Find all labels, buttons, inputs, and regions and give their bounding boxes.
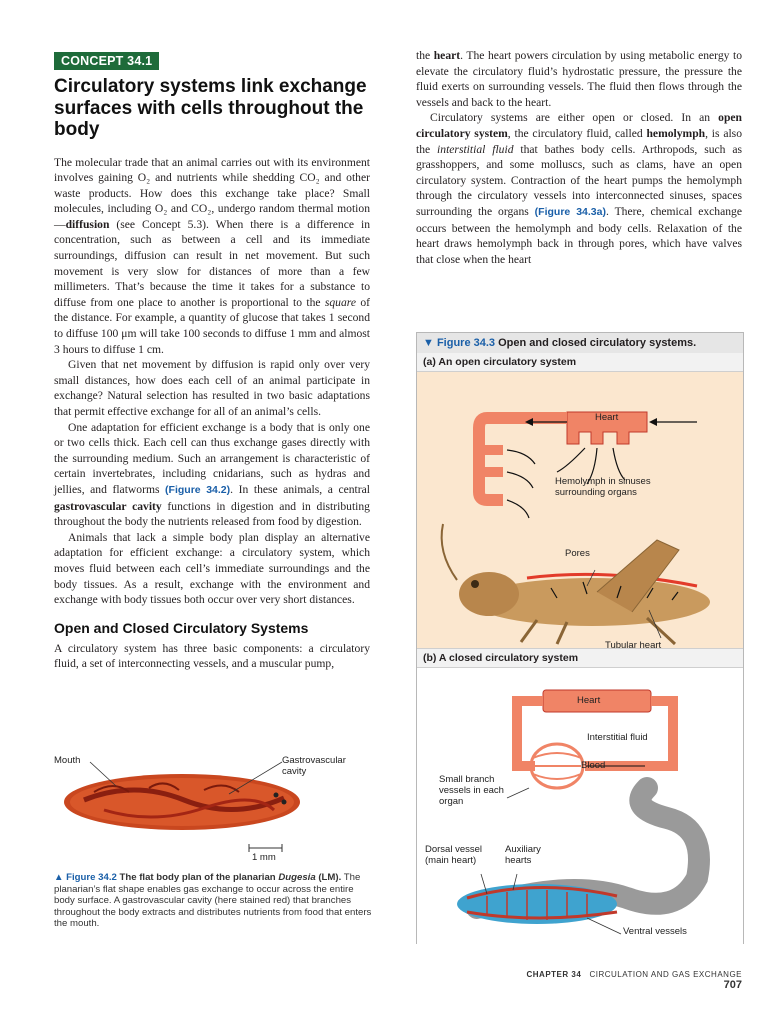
paragraph-r2: Circulatory systems are either open or closed. In an open circulatory system, the circulatory fluid, called hemolymph, is also the interstitial fluid that bathes body cells. Arthropods, such as grasshoppers, and some molluscs, such as clams, have an open circulatory system. Contraction of the heart pumps the hemolymph through the circulatory vessels into interconnected sinuses, spaces surrounding the organs (Figure 34.3a). There, chemical exchange occurs between the hemolymph and body cells. Relaxation of the heart draws hemolymph back in through pores, which have valves that close when the heart: [416, 111, 742, 266]
planarian-image: [54, 750, 372, 870]
label-ventral-vessels: Ventral vessels: [623, 926, 687, 937]
label-heart-b: Heart: [577, 695, 601, 706]
footer-chapter: CHAPTER 34: [526, 970, 582, 979]
label-gastrovascular-cavity: Gastrovascular cavity: [282, 755, 346, 777]
label-interstitial-fluid: Interstitial fluid: [587, 732, 648, 743]
label-tubular-heart: Tubular heart: [605, 640, 662, 651]
label-hemolymph: Hemolymph in sinuses surrounding organs: [555, 476, 651, 498]
panel-b: [417, 668, 743, 952]
label-pores: Pores: [565, 548, 590, 559]
concept-badge: CONCEPT 34.1: [54, 52, 159, 70]
open-system-diagram: [417, 372, 741, 648]
label-mouth: Mouth: [54, 755, 81, 766]
figure-34-2-link[interactable]: (Figure 34.2): [165, 483, 231, 496]
label-small-branch-vessels: Small branch vessels in each organ: [439, 774, 504, 807]
page-footer: [500, 970, 742, 991]
label-blood: Blood: [581, 760, 606, 771]
paragraph-r1: the heart. The heart powers circulation by using metabolic energy to elevate the circulatory fluid’s hydrostatic pressure, the pressure the fluid exerts on surrounding vessels. The fluid then flows through the vessels and back to the heart.: [416, 49, 742, 109]
paragraph-3: One adaptation for efficient exchange is a body that is only one or two cells thick. Each cell can thus exchange gases directly with the surrounding medium. Such an arrangement is characteristic of certain invertebrates, including cnidarians, such as hydras and jellies, and flatworms (Figure 34.2). In these animals, a central gastrovascular cavity functions in digestion and in distributing throughout the body the nutrients released from food by digestion.: [54, 420, 371, 529]
body-text-right: [416, 48, 742, 267]
section-heading: Open and Closed Circulatory Systems: [54, 619, 309, 636]
figure-34-3: [416, 332, 744, 944]
closed-system-diagram: [417, 668, 741, 952]
panel-b-title: (b) A closed circulatory system: [417, 648, 743, 668]
panel-a: [417, 372, 743, 651]
figure-34-2: [54, 750, 372, 870]
label-dorsal-vessel: Dorsal vessel (main heart): [425, 844, 483, 866]
right-column: [416, 48, 742, 267]
body-text-left: [54, 155, 370, 608]
figure-34-3a-link[interactable]: (Figure 34.3a): [534, 205, 606, 218]
paragraph-1: The molecular trade that an animal carries out with its environment involves gaining O₂ and nutrients while shedding CO₂ and other waste products. How does this exchange take place? Small molecules, including O₂ and CO₂, undergo random thermal motion—diffusion (see Concept 5.3). When there is a difference in concentration, such as between a cell and its immediate surroundings, diffusion can result in net movement. But such movement is very slow for distances of more than a few millimeters. That’s because the time it takes for a substance to diffuse from one place to another is proportional to the square of the distance. For example, a quantity of glucose that takes 1 second to diffuse 100 μm will take 100 seconds to diffuse 1 mm and almost 3 hours to diffuse 1 cm.: [54, 155, 370, 356]
left-column: [54, 52, 370, 672]
section-paragraph: A circulatory system has three basic components: a circulatory fluid, a set of interconnecting vessels, and a muscular pump,: [54, 641, 370, 671]
paragraph-4: Animals that lack a simple body plan display an alternative adaptation for efficient exchange: a circulatory system, which moves fluid between each cell’s immediate surroundings and the body tissues. As a result, exchange with the environment and exchange with body tissues both occur over very short distances.: [54, 530, 370, 607]
label-heart-a: Heart: [595, 412, 619, 423]
page-title: Circulatory systems link exchange surfaces with cells throughout the body: [54, 76, 367, 140]
panel-a-title: (a) An open circulatory system: [417, 353, 743, 372]
scale-bar-label: 1 mm: [252, 852, 276, 863]
page-number: 707: [723, 979, 742, 991]
figure-34-3-header: ▼ Figure 34.3 Open and closed circulatory systems.: [417, 333, 743, 353]
label-auxiliary-hearts: Auxiliary hearts: [505, 844, 541, 866]
footer-title: CIRCULATION AND GAS EXCHANGE: [589, 970, 742, 979]
paragraph-2: Given that net movement by diffusion is rapid only over very small distances, how does each cell of an animal participate in exchange? Natural selection has resulted in two basic adaptations that permit effective exchange for all of an animal’s cells.: [54, 358, 370, 418]
figure-34-2-caption: ▲ Figure 34.2 The flat body plan of the planarian Dugesia (LM). The planarian’s flat shape enables gas exchange to occur across the entire body surface. A gastrovascular cavity (here stained red) that branches throughout the body extracts and distributes nutrients from food that enters the mouth.: [54, 872, 372, 930]
